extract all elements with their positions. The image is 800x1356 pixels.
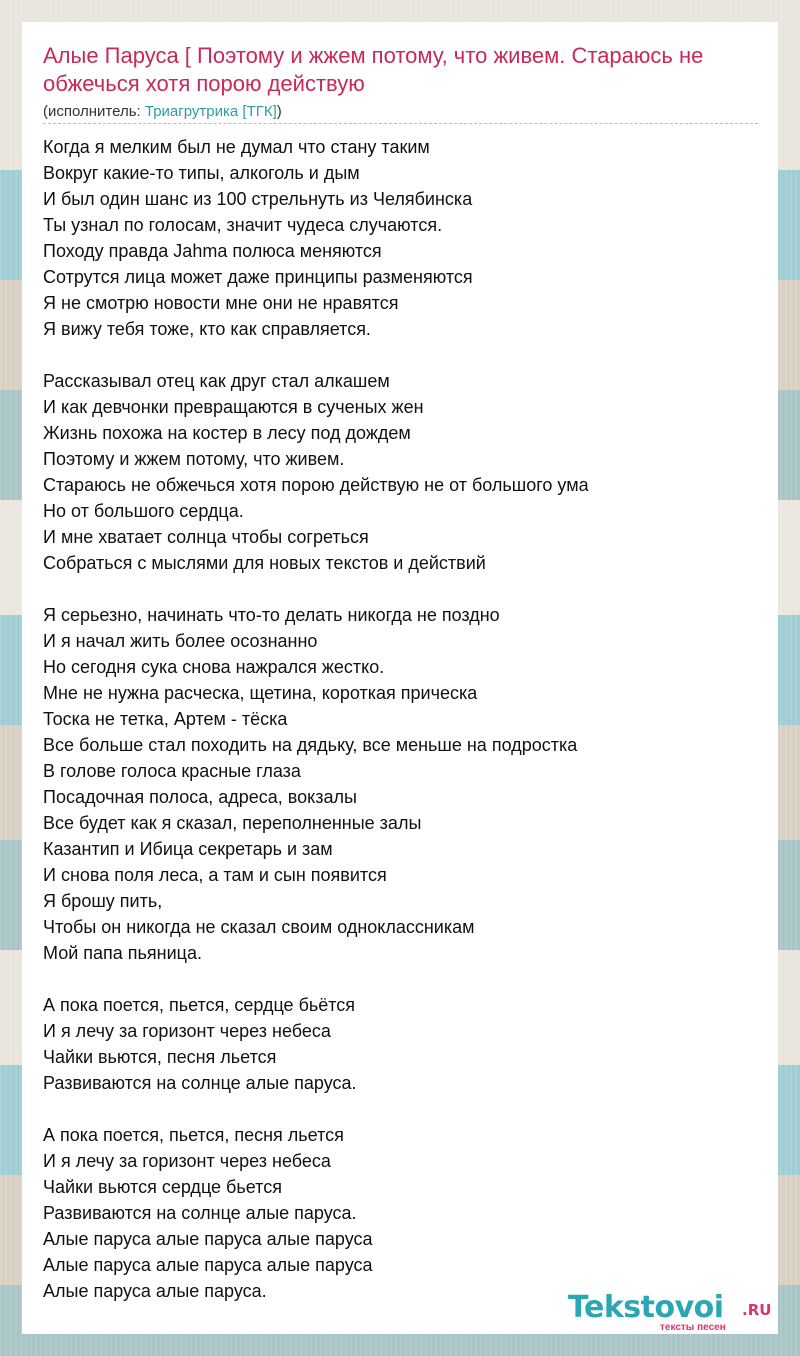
- lyric-line: Сотрутся лица может даже принципы разменяются: [43, 267, 473, 287]
- lyric-line: И я лечу за горизонт через небеса: [43, 1151, 331, 1171]
- song-title: Алые Паруса [ Поэтому и жжем потому, что живем. Стараюсь не обжечься хотя порою действую: [43, 43, 704, 96]
- lyric-line: Поэтому и жжем потому, что живем.: [43, 449, 345, 469]
- lyrics-text: [43, 134, 758, 1304]
- lyric-line: Все будет как я сказал, переполненные залы: [43, 813, 422, 833]
- lyric-line: Мой папа пьяница.: [43, 943, 202, 963]
- lyric-line: Вокруг какие-то типы, алкоголь и дым: [43, 163, 360, 183]
- logo-tld: .RU: [742, 1301, 772, 1319]
- lyric-line: Казантип и Ибица секретарь и зам: [43, 839, 333, 859]
- lyric-line: Походу правда Jahma полюса меняются: [43, 241, 382, 261]
- lyric-line: А пока поется, пьется, песня льется: [43, 1125, 344, 1145]
- lyric-line: Собраться с мыслями для новых текстов и действий: [43, 553, 486, 573]
- logo-tagline: тексты песен: [660, 1322, 726, 1333]
- lyric-line: Я не смотрю новости мне они не нравятся: [43, 293, 399, 313]
- lyric-line: И как девчонки превращаются в сученых жен: [43, 397, 424, 417]
- lyric-line: Алые паруса алые паруса.: [43, 1281, 267, 1301]
- lyric-line: Жизнь похожа на костер в лесу под дождем: [43, 423, 411, 443]
- lyric-line: И мне хватает солнца чтобы согреться: [43, 527, 369, 547]
- site-logo[interactable]: [568, 1288, 778, 1336]
- lyric-line: Стараюсь не обжечься хотя порою действую не от большого ума: [43, 475, 589, 495]
- lyric-line: Алые паруса алые паруса алые паруса: [43, 1255, 373, 1275]
- lyric-line: Мне не нужна расческа, щетина, короткая прическа: [43, 683, 478, 703]
- stanza-gap: [43, 1096, 758, 1122]
- lyric-line: И я лечу за горизонт через небеса: [43, 1021, 331, 1041]
- lyric-line: Рассказывал отец как друг стал алкашем: [43, 371, 390, 391]
- lyric-line: В голове голоса красные глаза: [43, 761, 301, 781]
- stanza-gap: [43, 342, 758, 368]
- lyric-line: Развиваются на солнце алые паруса.: [43, 1203, 357, 1223]
- performer-prefix: (исполнитель:: [43, 103, 145, 120]
- lyric-line: Чайки вьются, песня льется: [43, 1047, 277, 1067]
- lyric-line: Но сегодня сука снова нажрался жестко.: [43, 657, 385, 677]
- lyric-line: Я вижу тебя тоже, кто как справляется.: [43, 319, 371, 339]
- lyric-line: Тоска не тетка, Артем - тёска: [43, 709, 288, 729]
- lyric-line: И я начал жить более осознанно: [43, 631, 318, 651]
- lyric-line: А пока поется, пьется, сердце бьётся: [43, 995, 356, 1015]
- lyric-line: Алые паруса алые паруса алые паруса: [43, 1229, 373, 1249]
- lyric-line: Чтобы он никогда не сказал своим одноклассникам: [43, 917, 475, 937]
- performer-suffix: ): [276, 103, 282, 120]
- stanza-gap: [43, 576, 758, 602]
- lyric-line: Все больше стал походить на дядьку, все меньше на подростка: [43, 735, 578, 755]
- lyric-line: Я серьезно, начинать что-то делать никогда не поздно: [43, 605, 500, 625]
- performer-line: [43, 102, 758, 124]
- lyric-line: Ты узнал по голосам, значит чудеса случаются.: [43, 215, 443, 235]
- lyric-line: И был один шанс из 100 стрельнуть из Челябинска: [43, 189, 473, 209]
- lyric-line: Но от большого сердца.: [43, 501, 244, 521]
- performer-link[interactable]: Триагрутрика [ТГК]: [144, 103, 277, 120]
- logo-wordmark: Tekstovoi: [568, 1290, 724, 1325]
- lyric-line: Чайки вьются сердце бьется: [43, 1177, 282, 1197]
- lyric-line: Развиваются на солнце алые паруса.: [43, 1073, 357, 1093]
- content-card: [22, 22, 778, 1334]
- lyric-line: Когда я мелким был не думал что стану таким: [43, 137, 430, 157]
- stanza-gap: [43, 966, 758, 992]
- lyric-line: Я брошу пить,: [43, 891, 163, 911]
- lyric-line: И снова поля леса, а там и сын появится: [43, 865, 387, 885]
- lyric-line: Посадочная полоса, адреса, вокзалы: [43, 787, 357, 807]
